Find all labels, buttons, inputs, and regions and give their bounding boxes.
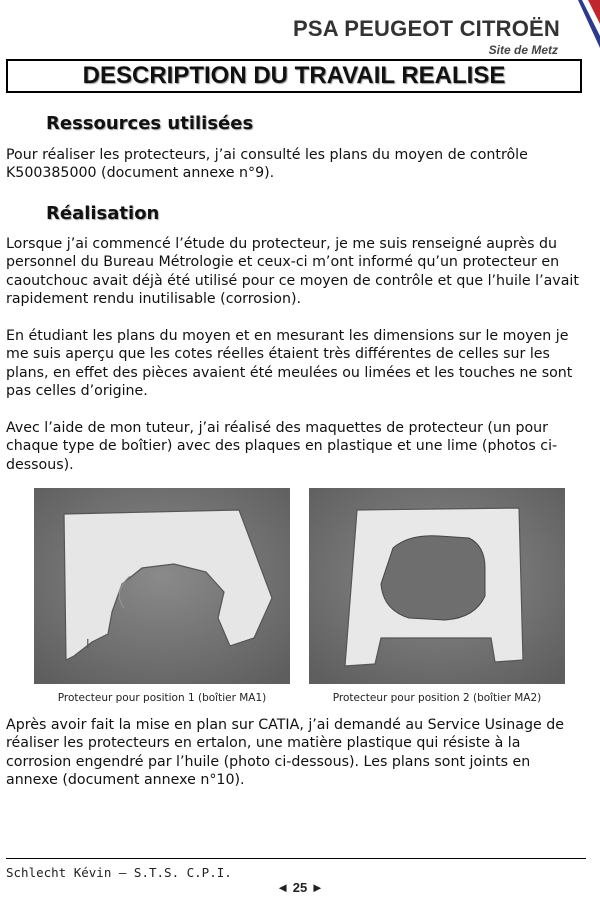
paragraph-realisation-2: En étudiant les plans du moyen et en mesurant les dimensions sur le moyen je me suis aperçu que les cotes réelles étaient très différentes de celles sur les plans, en effet des pièces avaient été meulées ou limées et les touches ne sont pas celles d’origine. xyxy=(6,328,573,399)
page-navigation xyxy=(0,880,600,895)
paragraph-realisation-1: Lorsque j’ai commencé l’étude du protecteur, je me suis renseigné auprès du personnel du Bureau Métrologie et ceux-ci m’ont informé qu’un protecteur en caoutchouc avait déjà été utilisé pour ce moyen de contrôle et que l’huile l’avait rapidement rendu inutilisable (corrosion). xyxy=(6,236,579,307)
photo-mark-label: I xyxy=(86,637,90,651)
next-page-arrow-icon[interactable]: ► xyxy=(310,880,324,895)
corner-flag-decoration xyxy=(578,0,600,48)
paragraph-realisation-4: Après avoir fait la mise en plan sur CATIA, j’ai demandé au Service Usinage de réaliser les protecteurs en ertalon, une matière plastique qui résiste à la corrosion engendré par l’huile (photo ci-dessous). Les plans sont joints en annexe (document annexe n°10). xyxy=(6,717,564,788)
photo-caption-1: Protecteur pour position 1 (boîtier MA1) xyxy=(57,692,267,704)
previous-page-arrow-icon[interactable]: ◄ xyxy=(276,880,290,895)
section-heading-ressources: Ressources utilisées xyxy=(46,113,254,134)
footer-author: Schlecht Kévin – S.T.S. C.P.I. xyxy=(6,865,232,880)
footer-divider xyxy=(6,858,586,859)
photo-protecteur-position-1 xyxy=(34,488,290,684)
photo-protecteur-position-2 xyxy=(309,488,565,684)
site-name: Site de Metz xyxy=(488,43,558,57)
paragraph-realisation-3: Avec l’aide de mon tuteur, j’ai réalisé des maquettes de protecteur (un pour chaque type de boîtier) avec des plaques en plastique et une lime (photos ci-dessous). xyxy=(6,420,558,473)
brand-name: PSA PEUGEOT CITROËN xyxy=(292,16,560,41)
page-number: 25 xyxy=(292,880,308,895)
page-title-box xyxy=(6,59,582,93)
page-title: DESCRIPTION DU TRAVAIL REALISE xyxy=(82,62,506,89)
paragraph-ressources: Pour réaliser les protecteurs, j’ai consulté les plans du moyen de contrôle K500385000 (document annexe n°9). xyxy=(6,147,528,182)
photo-caption-2: Protecteur pour position 2 (boîtier MA2) xyxy=(332,692,542,704)
section-heading-realisation: Réalisation xyxy=(46,203,160,224)
